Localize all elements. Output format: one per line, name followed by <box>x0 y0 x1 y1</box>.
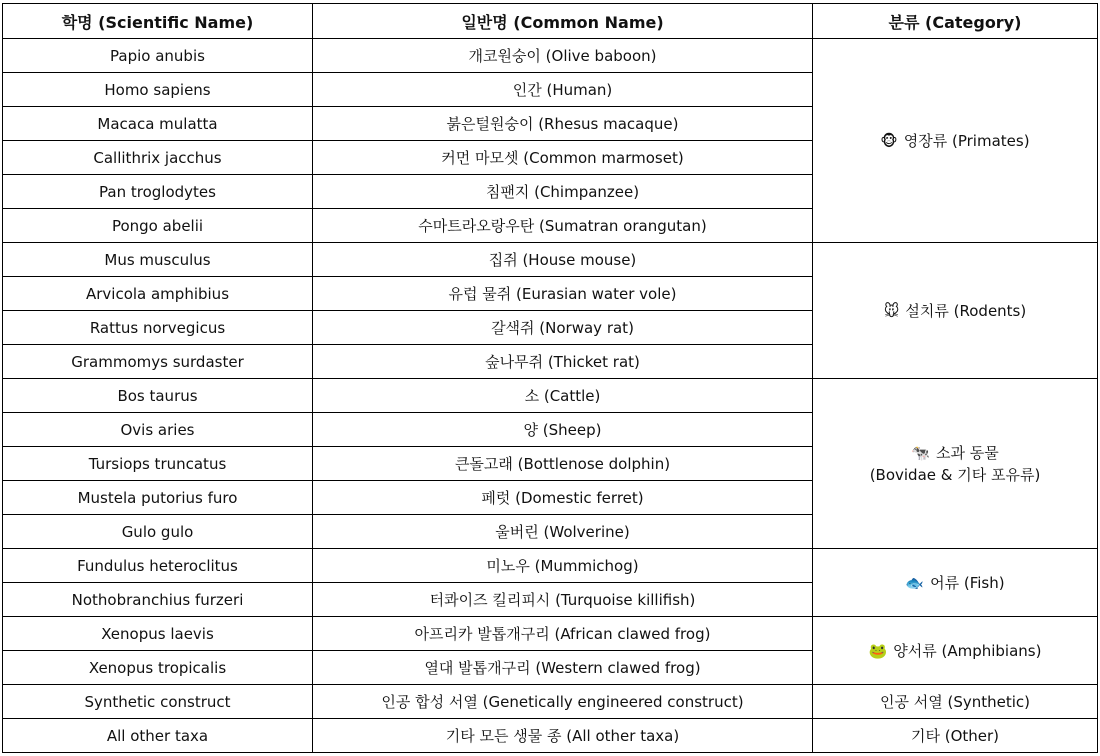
category-label: 영장류 (Primates) <box>903 131 1030 150</box>
common-name-cell: 갈색쥐 (Norway rat) <box>313 311 813 345</box>
scientific-name-cell: Ovis aries <box>3 413 313 447</box>
taxonomy-table <box>2 3 1098 753</box>
common-name-cell: 터콰이즈 킬리피시 (Turquoise killifish) <box>313 583 813 617</box>
scientific-name-cell: Macaca mulatta <box>3 107 313 141</box>
table-row <box>3 617 1098 651</box>
category-cell-primates <box>813 39 1098 243</box>
table-row <box>3 379 1098 413</box>
category-cell-synthetic: 인공 서열 (Synthetic) <box>813 685 1098 719</box>
common-name-cell: 열대 발톱개구리 (Western clawed frog) <box>313 651 813 685</box>
scientific-name-cell: Homo sapiens <box>3 73 313 107</box>
scientific-name-cell: Bos taurus <box>3 379 313 413</box>
scientific-name-cell: Nothobranchius furzeri <box>3 583 313 617</box>
table-row <box>3 549 1098 583</box>
common-name-cell: 인간 (Human) <box>313 73 813 107</box>
scientific-name-cell: Mus musculus <box>3 243 313 277</box>
mouse-face-icon: 🐭 <box>883 301 900 320</box>
scientific-name-cell: Grammomys surdaster <box>3 345 313 379</box>
header-category: 분류 (Category) <box>813 4 1098 39</box>
common-name-cell: 커먼 마모셋 (Common marmoset) <box>313 141 813 175</box>
table-row <box>3 719 1098 753</box>
scientific-name-cell: Rattus norvegicus <box>3 311 313 345</box>
common-name-cell: 인공 합성 서열 (Genetically engineered construct) <box>313 685 813 719</box>
common-name-cell: 울버린 (Wolverine) <box>313 515 813 549</box>
common-name-cell: 붉은털원숭이 (Rhesus macaque) <box>313 107 813 141</box>
cow-icon: 🐄 <box>911 443 930 462</box>
category-label: 어류 (Fish) <box>930 573 1005 592</box>
category-cell-bovidae <box>813 379 1098 549</box>
common-name-cell: 유럽 물쥐 (Eurasian water vole) <box>313 277 813 311</box>
common-name-cell: 개코원숭이 (Olive baboon) <box>313 39 813 73</box>
category-label-line1: 소과 동물 <box>935 443 999 462</box>
scientific-name-cell: Papio anubis <box>3 39 313 73</box>
common-name-cell: 페럿 (Domestic ferret) <box>313 481 813 515</box>
scientific-name-cell: Arvicola amphibius <box>3 277 313 311</box>
scientific-name-cell: All other taxa <box>3 719 313 753</box>
scientific-name-cell: Fundulus heteroclitus <box>3 549 313 583</box>
category-label-line2: (Bovidae & 기타 포유류) <box>869 465 1041 484</box>
common-name-cell: 소 (Cattle) <box>313 379 813 413</box>
table-row <box>3 243 1098 277</box>
header-row <box>3 4 1098 39</box>
category-cell-fish <box>813 549 1098 617</box>
scientific-name-cell: Xenopus tropicalis <box>3 651 313 685</box>
category-cell-other: 기타 (Other) <box>813 719 1098 753</box>
common-name-cell: 집쥐 (House mouse) <box>313 243 813 277</box>
monkey-face-icon: 🐵 <box>880 131 898 150</box>
header-scientific-name: 학명 (Scientific Name) <box>3 4 313 39</box>
category-cell-amphibians <box>813 617 1098 685</box>
table-row <box>3 685 1098 719</box>
category-label: 양서류 (Amphibians) <box>893 641 1042 660</box>
scientific-name-cell: Tursiops truncatus <box>3 447 313 481</box>
common-name-cell: 양 (Sheep) <box>313 413 813 447</box>
scientific-name-cell: Xenopus laevis <box>3 617 313 651</box>
scientific-name-cell: Pan troglodytes <box>3 175 313 209</box>
category-cell-rodents <box>813 243 1098 379</box>
category-label: 설치류 (Rodents) <box>905 301 1027 320</box>
common-name-cell: 수마트라오랑우탄 (Sumatran orangutan) <box>313 209 813 243</box>
common-name-cell: 큰돌고래 (Bottlenose dolphin) <box>313 447 813 481</box>
common-name-cell: 기타 모든 생물 종 (All other taxa) <box>313 719 813 753</box>
fish-icon: 🐟 <box>905 573 925 592</box>
common-name-cell: 침팬지 (Chimpanzee) <box>313 175 813 209</box>
header-common-name: 일반명 (Common Name) <box>313 4 813 39</box>
table-row <box>3 39 1098 73</box>
scientific-name-cell: Gulo gulo <box>3 515 313 549</box>
scientific-name-cell: Synthetic construct <box>3 685 313 719</box>
scientific-name-cell: Pongo abelii <box>3 209 313 243</box>
scientific-name-cell: Callithrix jacchus <box>3 141 313 175</box>
common-name-cell: 미노우 (Mummichog) <box>313 549 813 583</box>
common-name-cell: 숲나무쥐 (Thicket rat) <box>313 345 813 379</box>
common-name-cell: 아프리카 발톱개구리 (African clawed frog) <box>313 617 813 651</box>
scientific-name-cell: Mustela putorius furo <box>3 481 313 515</box>
frog-face-icon: 🐸 <box>868 641 888 660</box>
